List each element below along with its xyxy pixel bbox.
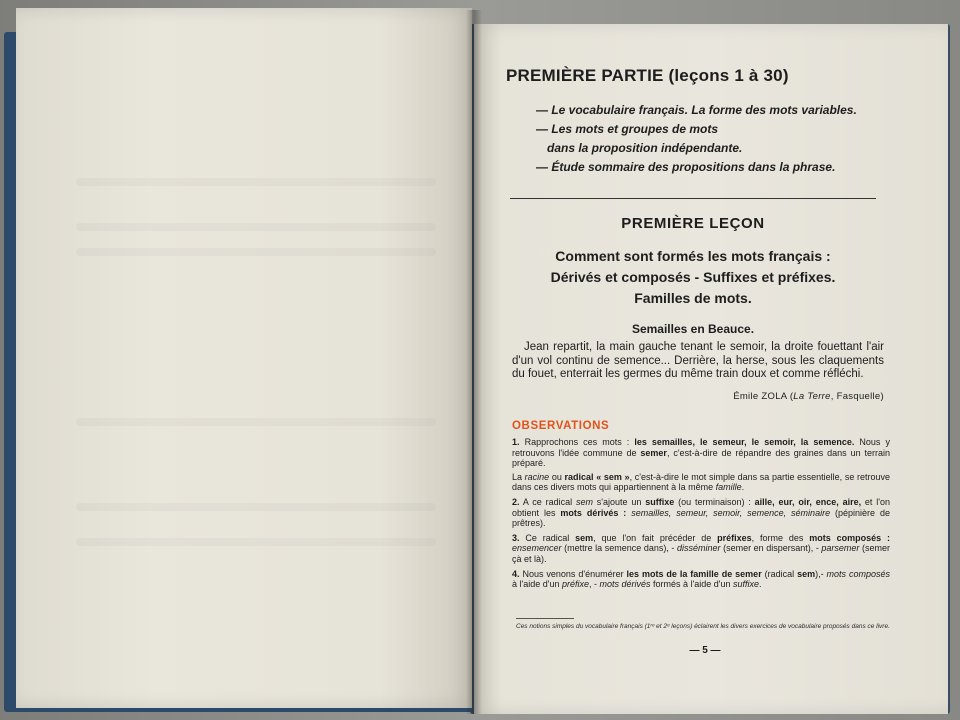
attribution-work: La Terre bbox=[793, 391, 831, 402]
attribution-publisher: Fasquelle bbox=[836, 391, 881, 402]
observation-item bbox=[512, 533, 890, 565]
part-item: dans la proposition indépendante. bbox=[547, 141, 743, 155]
book-gutter-shadow bbox=[466, 10, 482, 714]
part-item: — Le vocabulaire français. La forme des mots variables. bbox=[536, 103, 857, 117]
footnote: Ces notions simples du vocabulaire français (1ʳᵉ et 2ᵉ leçons) éclairent les divers exercices de vocabulaire proposés dans ce livre. bbox=[516, 623, 890, 630]
observation-paragraph: 3. Ce radical sem, que l'on fait précéder de préfixes, forme des mots composés : ensemencer (mettre la semence dans), - disséminer (semer en dispersant), - parsemer (semer çà et là). bbox=[512, 532, 890, 564]
reading-passage: Jean repartit, la main gauche tenant le semoir, la droite fouettant l'air d'un vol continu de semence... Derrière, la herse, sous les claquements du fouet, enterrait les germes du même train doux et comme réfléchi. bbox=[512, 341, 884, 380]
observation-paragraph: 1. Rapprochons ces mots : les semailles, le semeur, le semoir, la semence. Nous y retrouvons l'idée commune de semer, c'est-à-dire de répandre des graines dans un terrain préparé. bbox=[512, 437, 890, 469]
reading-title: Semailles en Beauce. bbox=[631, 322, 755, 336]
observation-paragraph: 4. Nous venons d'énumérer les mots de la famille de semer (radical sem),- mots composés à l'aide d'un préfixe, - mots dérivés formés à l'aide d'un suffixe. bbox=[512, 568, 891, 590]
attribution-author: Émile ZOLA bbox=[733, 391, 787, 402]
footnote-rule bbox=[516, 618, 574, 619]
observation-paragraph: 2. A ce radical sem s'ajoute un suffixe (ou terminaison) : aille, eur, oir, ence, aire, et l'on obtient les mots dérivés : semailles, semeur, semoir, semence, séminaire (pépinière de prêtres). bbox=[512, 496, 890, 529]
observation-item bbox=[512, 497, 890, 529]
section-divider bbox=[510, 198, 876, 199]
lesson-subtitle-line: Comment sont formés les mots français : bbox=[555, 248, 831, 264]
lesson-title: PREMIÈRE LEÇON bbox=[621, 215, 765, 232]
observation-item bbox=[512, 569, 890, 590]
lesson-subtitle-line: Dérivés et composés - Suffixes et préfixes. bbox=[550, 269, 836, 285]
page-number: — 5 — bbox=[689, 645, 721, 656]
lesson-subtitle-line: Familles de mots. bbox=[634, 290, 752, 306]
lesson-subtitle bbox=[510, 246, 876, 309]
left-page-blank bbox=[16, 8, 472, 708]
observation-item bbox=[512, 437, 890, 493]
bleed-through-text bbox=[76, 248, 436, 256]
bleed-through-text bbox=[76, 538, 436, 546]
part-item: — Étude sommaire des propositions dans la phrase. bbox=[536, 160, 836, 174]
part-title: PREMIÈRE PARTIE (leçons 1 à 30) bbox=[506, 66, 789, 85]
part-item: — Les mots et groupes de mots bbox=[536, 122, 719, 136]
bleed-through-text bbox=[76, 503, 436, 511]
attribution: Émile ZOLA (La Terre, Fasquelle) bbox=[733, 391, 884, 402]
part-contents-list bbox=[536, 101, 886, 177]
bleed-through-text bbox=[76, 223, 436, 231]
observation-paragraph: La racine ou radical « sem », c'est-à-dire le mot simple dans sa partie essentielle, se retrouve dans ces divers mots qui appartiennent à la même famille. bbox=[512, 471, 890, 493]
bleed-through-text bbox=[76, 178, 436, 186]
observations-list bbox=[512, 437, 890, 594]
observations-heading: OBSERVATIONS bbox=[512, 420, 610, 432]
bleed-through-text bbox=[76, 418, 436, 426]
